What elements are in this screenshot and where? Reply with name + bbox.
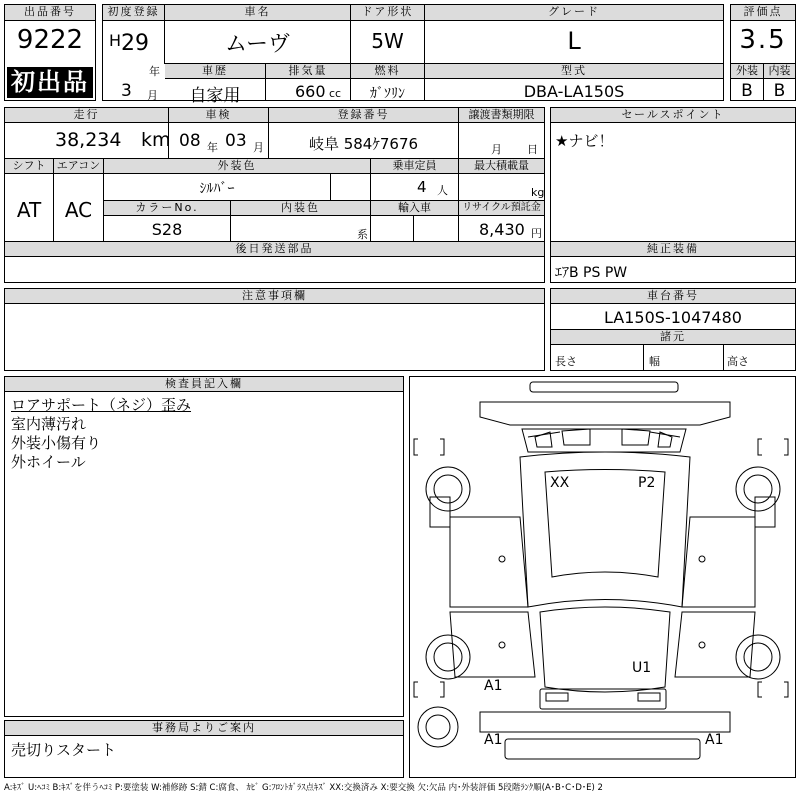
shift-label: シフト (5, 159, 53, 174)
mileage: 38,234 (55, 129, 122, 151)
later-parts-box (4, 241, 545, 283)
displacement-unit: cc (329, 87, 342, 100)
max-load-unit: kg (531, 186, 545, 199)
grade-label: グレード (425, 5, 723, 21)
max-load-label: 最大積載量 (459, 159, 544, 174)
damage-mark: P2 (638, 475, 656, 491)
displacement: 660 (295, 82, 326, 101)
history-label: 車歴 (165, 64, 265, 79)
car-diagram-box (409, 376, 796, 778)
inspection-month-unit: 月 (253, 141, 264, 154)
int-color-label: 内装色 (231, 201, 370, 216)
model-label: 型式 (425, 64, 723, 79)
vehicle-summary-box (102, 4, 724, 106)
interior-grade: B (773, 81, 786, 101)
year-unit: 年 (149, 65, 160, 78)
inspection-label: 車検 (169, 108, 268, 123)
chassis-number: LA150S-1047480 (604, 308, 742, 327)
transfer-day-unit: 日 (527, 143, 538, 156)
month-unit: 月 (147, 89, 158, 102)
inspection-year-unit: 年 (207, 141, 218, 154)
recycle-amount: 8,430 (479, 220, 525, 239)
inspector-note: 室内薄汚れ (11, 415, 87, 433)
legend: A:ｷｽﾞ U:ﾍｺﾐ B:ｷｽﾞを伴うﾍｺﾐ P:要塗装 W:補修跡 S:錆 C:腐食、 ｶﾋﾞ G:ﾌﾛﾝﾄｶﾞﾗｽ点ｷｽﾞ XX:交換済み X:要交換 欠:欠品 内･外装評価 5段階ﾗﾝｸ順(A･B･C･D･E) 2 (4, 783, 603, 793)
mileage-unit: km (141, 129, 171, 151)
office-label: 事務局よりご案内 (5, 721, 403, 736)
damage-mark: A1 (705, 732, 724, 748)
year: 29 (121, 31, 149, 56)
recycle-label: リサイクル預託金 (459, 201, 544, 216)
plate-number: 岐阜 584ｹ7676 (308, 135, 419, 153)
caution-box (4, 288, 545, 371)
color-no-label: カラーNo. (104, 201, 230, 216)
dims-label: 諸元 (551, 330, 795, 345)
length-label: 長さ (555, 355, 577, 368)
width-label: 幅 (649, 355, 660, 368)
fuel-label: 燃料 (351, 64, 424, 79)
transfer-month-unit: 月 (491, 143, 502, 156)
month: 3 (121, 81, 132, 101)
exterior-label: 外装 (731, 64, 763, 79)
damage-mark: A1 (484, 678, 503, 694)
genuine-label: 純正装備 (551, 242, 795, 257)
genuine-equipment-box (550, 241, 796, 283)
office-text: 売切りスタート (11, 741, 117, 759)
lot-number: 9222 (16, 25, 84, 55)
recycle-unit: 円 (531, 227, 542, 240)
door-type: 5W (371, 29, 404, 53)
later-parts-label: 後日発送部品 (5, 242, 544, 257)
first-reg-label: 初度登録 (103, 5, 164, 21)
score-box (730, 4, 796, 101)
damage-mark: A1 (484, 732, 503, 748)
history: 自家用 (189, 86, 241, 106)
car-name-label: 車名 (165, 5, 350, 21)
chassis-label: 車台番号 (551, 289, 795, 304)
displacement-label: 排気量 (266, 64, 350, 79)
sales-point-box (550, 107, 796, 242)
mileage-label: 走行 (5, 108, 168, 123)
era: H (109, 31, 122, 50)
inspection-month: 03 (225, 131, 247, 151)
door-label: ドア形状 (351, 5, 424, 21)
height-label: 高さ (727, 355, 749, 368)
genuine-equipment: ｴｱB PS PW (555, 265, 628, 281)
grade: L (567, 27, 581, 55)
details-box (4, 107, 545, 242)
chassis-box (550, 288, 796, 371)
ac: AC (64, 198, 93, 222)
inspector-note: ロアサポート（ネジ）歪み (11, 396, 192, 414)
shift: AT (16, 198, 42, 222)
lot-number-box (4, 4, 96, 101)
caution-label: 注意事項欄 (5, 289, 544, 304)
damage-mark: U1 (632, 660, 652, 676)
capacity-label: 乗車定員 (371, 159, 458, 174)
inspector-note: 外ホイール (11, 453, 86, 471)
sales-point-label: セールスポイント (551, 108, 795, 123)
sales-point: ★ナビ！ (555, 132, 614, 150)
interior-label: 内装 (764, 64, 795, 79)
inspector-label: 検査員記入欄 (5, 377, 403, 392)
plate-label: 登録番号 (269, 108, 458, 123)
int-color-unit: 系 (357, 228, 368, 241)
damage-mark: XX (550, 475, 570, 491)
first-listing-badge: 初出品 (7, 67, 93, 98)
model: DBA-LA150S (523, 82, 625, 101)
exterior-grade: B (741, 81, 753, 101)
office-box (4, 720, 404, 778)
fuel: ｶﾞｿﾘﾝ (370, 86, 405, 102)
ext-color: ｼﾙﾊﾞｰ (199, 181, 235, 197)
import-label: 輸入車 (371, 201, 458, 216)
color-no: S28 (151, 220, 183, 239)
ac-label: エアコン (54, 159, 103, 174)
score-label: 評価点 (731, 5, 795, 21)
car-diagram (410, 377, 795, 777)
inspector-box (4, 376, 404, 717)
car-name: ムーヴ (225, 32, 290, 57)
ext-color-label: 外装色 (104, 159, 370, 174)
transfer-label: 譲渡書類期限 (459, 108, 544, 123)
score: 3.5 (739, 25, 787, 55)
capacity-unit: 人 (437, 184, 448, 197)
capacity: 4 (417, 178, 427, 196)
inspection-year: 08 (179, 131, 201, 151)
lot-number-label: 出品番号 (5, 5, 95, 21)
inspector-note: 外装小傷有り (11, 434, 102, 452)
